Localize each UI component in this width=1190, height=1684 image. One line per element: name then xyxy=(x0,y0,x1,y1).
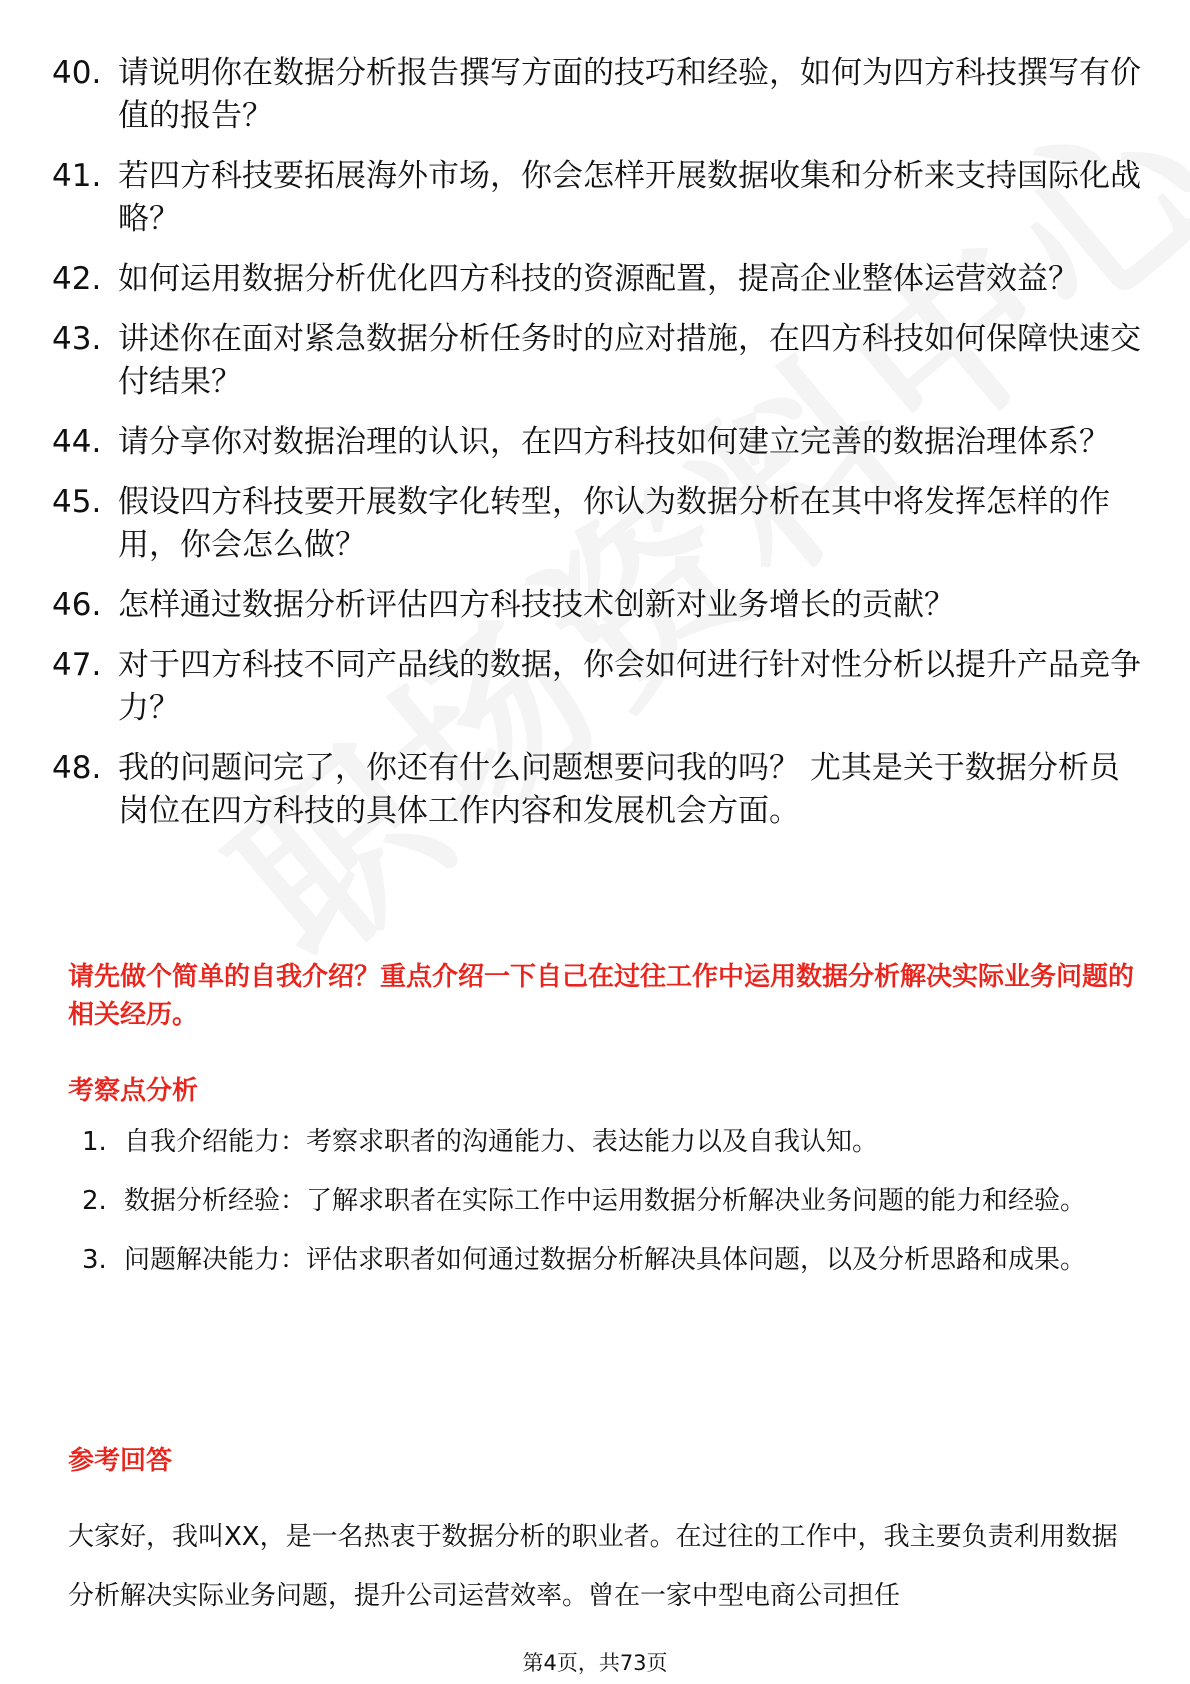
question-number: 41. xyxy=(52,158,102,194)
question-number: 47. xyxy=(52,647,102,683)
question-text: 如何运用数据分析优化四方科技的资源配置，提高企业整体运营效益？ xyxy=(118,261,1079,297)
question-number: 45. xyxy=(52,484,102,520)
question-item xyxy=(52,421,1142,464)
question-number: 46. xyxy=(52,587,102,623)
reference-answer-text: 大家好，我叫XX，是一名热衷于数据分析的职业者。在过往的工作中，我主要负责利用数据分析解决实际业务问题，提升公司运营效率。曾在一家中型电商公司担任 xyxy=(68,1522,1118,1611)
question-item xyxy=(52,318,1142,404)
analysis-item xyxy=(82,1113,1142,1172)
question-text: 讲述你在面对紧急数据分析任务时的应对措施，在四方科技如何保障快速交付结果？ xyxy=(118,321,1141,400)
question-item xyxy=(52,481,1142,567)
question-text: 假设四方科技要开展数字化转型，你认为数据分析在其中将发挥怎样的作用，你会怎么做？ xyxy=(118,484,1110,563)
question-number: 42. xyxy=(52,261,102,297)
question-number: 44. xyxy=(52,424,102,460)
analysis-text: 自我介绍能力：考察求职者的沟通能力、表达能力以及自我认知。 xyxy=(124,1127,879,1157)
question-item xyxy=(52,52,1142,138)
reference-heading: 参考回答 xyxy=(68,1446,173,1476)
analysis-number: 1. xyxy=(82,1127,107,1157)
question-item xyxy=(52,155,1142,241)
question-item xyxy=(52,258,1142,301)
question-text: 请分享你对数据治理的认识，在四方科技如何建立完善的数据治理体系？ xyxy=(118,424,1110,460)
question-text: 怎样通过数据分析评估四方科技技术创新对业务增长的贡献？ xyxy=(118,587,955,623)
analysis-text: 数据分析经验：了解求职者在实际工作中运用数据分析解决业务问题的能力和经验。 xyxy=(124,1186,1087,1216)
analysis-number: 2. xyxy=(82,1186,107,1216)
question-item xyxy=(52,747,1142,833)
question-text: 请说明你在数据分析报告撰写方面的技巧和经验，如何为四方科技撰写有价值的报告？ xyxy=(118,55,1141,134)
question-number: 48. xyxy=(52,750,102,786)
page-footer: 第4页，共73页 xyxy=(522,1651,668,1675)
analysis-heading: 考察点分析 xyxy=(68,1076,199,1106)
question-text: 若四方科技要拓展海外市场，你会怎样开展数据收集和分析来支持国际化战略？ xyxy=(118,158,1141,237)
analysis-text: 问题解决能力：评估求职者如何通过数据分析解决具体问题，以及分析思路和成果。 xyxy=(124,1245,1087,1275)
question-text: 对于四方科技不同产品线的数据，你会如何进行针对性分析以提升产品竞争力？ xyxy=(118,647,1141,726)
question-item xyxy=(52,584,1142,627)
question-number: 43. xyxy=(52,321,102,357)
question-number: 40. xyxy=(52,55,102,91)
question-text: 我的问题问完了，你还有什么问题想要问我的吗？ 尤其是关于数据分析员岗位在四方科技的具体工作内容和发展机会方面。 xyxy=(118,750,1120,829)
analysis-item xyxy=(82,1172,1142,1231)
featured-question: 请先做个简单的自我介绍？重点介绍一下自己在过往工作中运用数据分析解决实际业务问题的相关经历。 xyxy=(68,962,1135,1030)
question-list xyxy=(52,52,1142,850)
analysis-number: 3. xyxy=(82,1245,107,1275)
analysis-item xyxy=(82,1231,1142,1290)
question-item xyxy=(52,644,1142,730)
analysis-list xyxy=(82,1113,1142,1290)
